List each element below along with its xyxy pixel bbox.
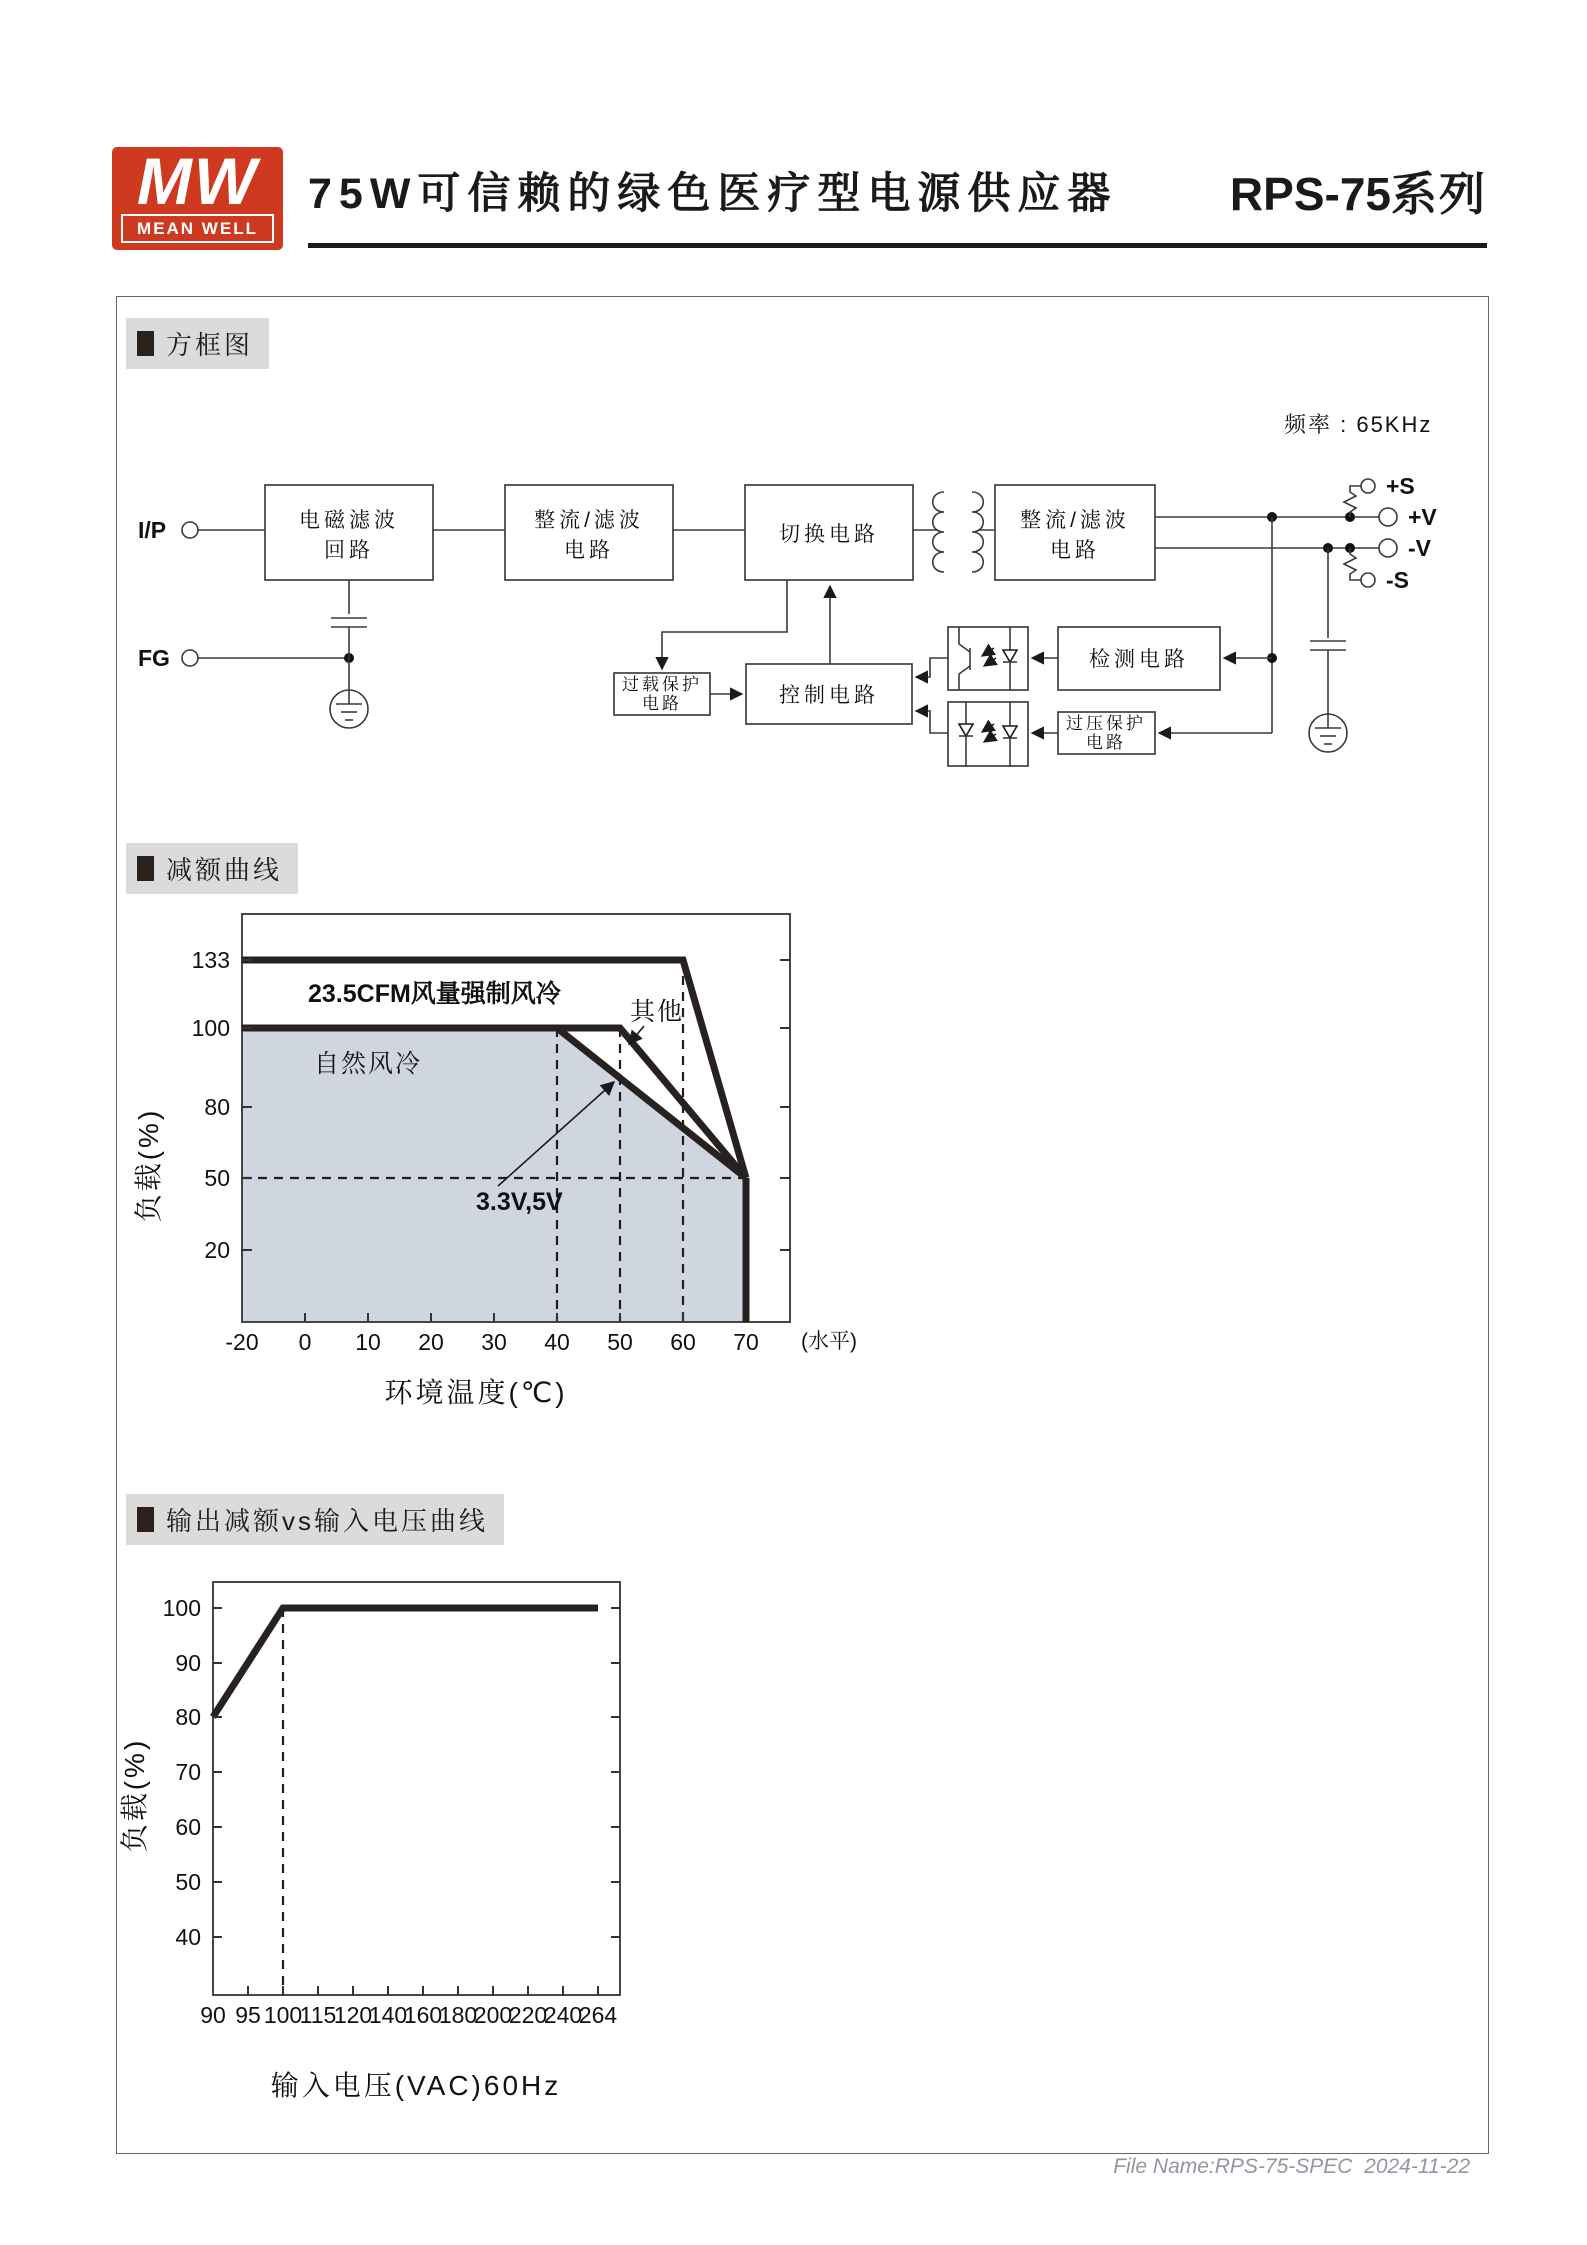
svg-text:过载保护: 过载保护 <box>622 675 702 694</box>
block-overload-protection <box>614 673 710 715</box>
block-diagram <box>116 300 1487 780</box>
x-tick-label: 140 <box>368 2002 408 2028</box>
label-3v3-5v: 3.3V,5V <box>476 1188 563 1216</box>
y-ticks <box>213 1608 620 1937</box>
pos-v-terminal-icon <box>1379 508 1397 526</box>
x-tick-label: 115 <box>299 2002 337 2028</box>
fg-terminal-label: FG <box>138 645 170 671</box>
curve-load-vs-vin <box>213 1608 598 1717</box>
derating-chart <box>116 850 876 1440</box>
y-tick-label: 40 <box>175 1924 201 1950</box>
y-tick-label: 80 <box>204 1094 230 1120</box>
x-tick-label: 100 <box>263 2002 303 2028</box>
y-tick-label: 90 <box>175 1650 201 1676</box>
svg-text:电磁滤波: 电磁滤波 <box>299 509 399 532</box>
file-note: File Name:RPS-75-SPEC 2024-11-22 <box>1113 2155 1470 2178</box>
neg-sense-label: -S <box>1386 567 1409 593</box>
x-tick-label: 180 <box>438 2002 478 2028</box>
neg-v-terminal-icon <box>1379 539 1397 557</box>
x-tick-label: 30 <box>481 1329 507 1355</box>
x-tick-label: 95 <box>235 2002 261 2028</box>
input-terminal-icon <box>182 522 198 538</box>
page-title: 75W可信赖的绿色医疗型电源供应器 <box>308 170 1118 218</box>
block-emi-filter <box>265 485 433 580</box>
x-tick-label: 220 <box>508 2002 548 2028</box>
svg-text:电路: 电路 <box>1086 733 1126 752</box>
plot-frame <box>213 1582 620 1995</box>
neg-sense-branch <box>1344 548 1409 593</box>
y-axis-title: 负载(%) <box>119 1737 150 1853</box>
svg-text:整流/滤波: 整流/滤波 <box>534 509 644 532</box>
y-tick-label: 50 <box>204 1165 230 1191</box>
y-tick-label: 50 <box>175 1869 201 1895</box>
x-ticks <box>248 1986 598 1995</box>
y-tick-label: 133 <box>191 947 230 973</box>
y-tick-label: 100 <box>162 1595 201 1621</box>
x-tick-label: 50 <box>607 1329 633 1355</box>
svg-text:电路: 电路 <box>1050 539 1100 562</box>
x-tick-label: -20 <box>225 1329 259 1355</box>
svg-text:过压保护: 过压保护 <box>1066 714 1146 733</box>
label-others: 其他 <box>630 998 685 1026</box>
pos-sense-branch <box>1344 473 1415 517</box>
svg-text:回路: 回路 <box>324 539 374 562</box>
earth-ground-icon <box>1309 714 1347 752</box>
x-tick-label: 160 <box>403 2002 443 2028</box>
io-derating-chart <box>116 1560 736 2130</box>
svg-text:检测电路: 检测电路 <box>1089 648 1189 671</box>
x-axis-suffix: (水平) <box>801 1330 857 1353</box>
y-axis-title: 负载(%) <box>133 1107 164 1223</box>
optocoupler-icon <box>948 702 1028 766</box>
x-tick-label: 60 <box>670 1329 696 1355</box>
y-tick-label: 80 <box>175 1704 201 1730</box>
neg-v-label: -V <box>1408 535 1431 561</box>
block-rectifier-filter-out <box>995 485 1155 580</box>
y-tick-label: 60 <box>175 1814 201 1840</box>
x-tick-label: 0 <box>298 1329 312 1355</box>
x-tick-label: 120 <box>333 2002 373 2028</box>
section-heading-io-derating <box>126 1494 504 1545</box>
earth-ground-icon <box>330 690 368 728</box>
x-tick-label: 264 <box>578 2002 618 2028</box>
section-marker-icon <box>137 1507 154 1532</box>
section-heading-label: 输出减额vs输入电压曲线 <box>166 1506 489 1536</box>
x-axis-title: 环境温度(℃) <box>384 1377 568 1408</box>
block-control <box>746 664 912 724</box>
block-ovp <box>1058 712 1155 754</box>
logo-monogram: MW <box>136 144 259 218</box>
series-title <box>1230 158 1487 224</box>
x-tick-label: 20 <box>418 1329 444 1355</box>
y-tick-label: 70 <box>175 1759 201 1785</box>
x-tick-label: 10 <box>355 1329 381 1355</box>
series-suffix: 系列 <box>1391 168 1487 220</box>
logo-nameplate <box>121 214 274 243</box>
logo-brand-text: MEAN WELL <box>137 218 258 238</box>
svg-text:整流/滤波: 整流/滤波 <box>1020 509 1130 532</box>
x-tick-label: 200 <box>473 2002 513 2028</box>
pos-v-label: +V <box>1408 504 1437 530</box>
block-rectifier-filter-in <box>505 485 673 580</box>
section-heading-label: 减额曲线 <box>166 855 283 885</box>
title-underline <box>308 243 1487 248</box>
series-code: RPS-75 <box>1229 168 1391 220</box>
svg-text:控制电路: 控制电路 <box>779 684 879 707</box>
y-tick-label: 20 <box>204 1237 230 1263</box>
block-switching <box>745 485 913 580</box>
x-tick-label: 240 <box>543 2002 583 2028</box>
section-heading-label: 方框图 <box>166 330 254 360</box>
x-tick-label: 40 <box>544 1329 570 1355</box>
frequency-note: 频率 : 65KHz <box>1284 412 1433 437</box>
label-natural-cooling: 自然风冷 <box>314 1050 423 1078</box>
block-detection <box>1058 627 1220 690</box>
pos-sense-label: +S <box>1386 473 1415 499</box>
svg-text:切换电路: 切换电路 <box>779 523 879 546</box>
y-tick-label: 100 <box>191 1015 230 1041</box>
svg-text:电路: 电路 <box>564 539 614 562</box>
meanwell-logo <box>112 144 283 250</box>
optocoupler-icon <box>948 627 1028 690</box>
input-terminal-label: I/P <box>138 517 167 543</box>
x-axis-title: 输入电压(VAC)60Hz <box>270 2070 562 2101</box>
transformer-icon <box>913 492 995 572</box>
x-tick-label: 70 <box>733 1329 759 1355</box>
x-tick-label: 90 <box>200 2002 226 2028</box>
label-forced-air: 23.5CFM风量强制风冷 <box>308 980 561 1008</box>
svg-text:电路: 电路 <box>642 694 682 713</box>
fg-terminal-icon <box>182 650 198 666</box>
